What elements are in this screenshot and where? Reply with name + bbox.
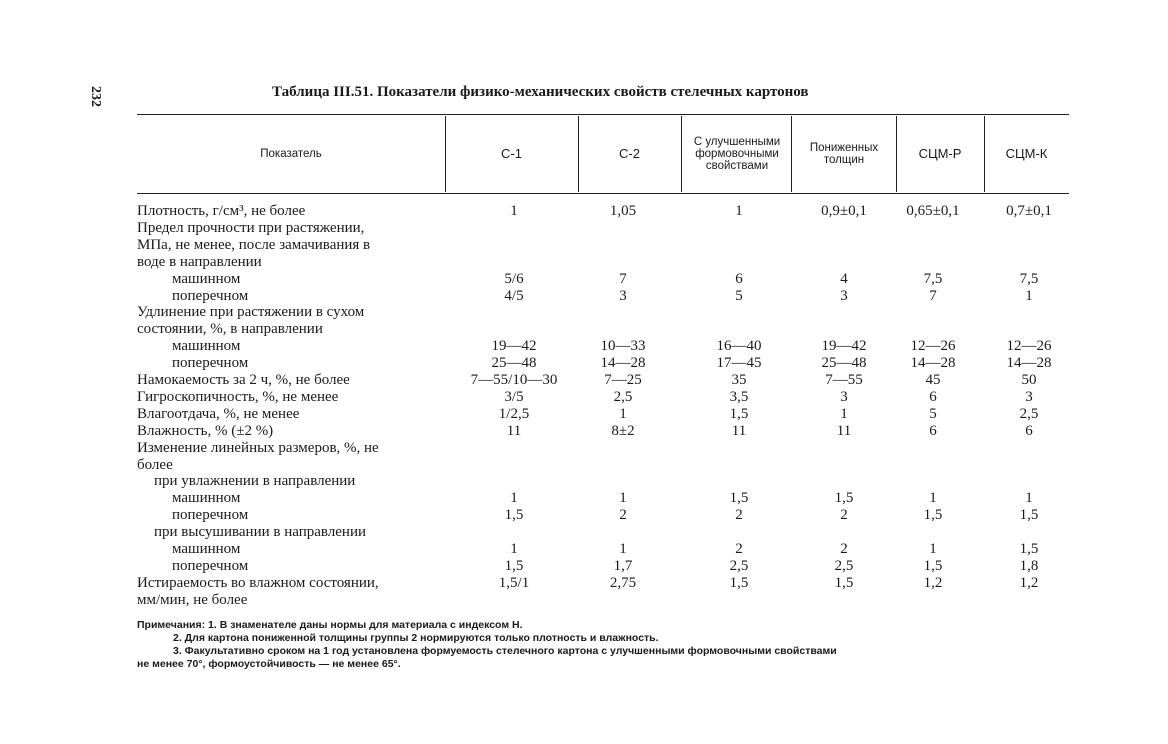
note-1: Примечания: 1. В знаменателе даны нормы для материала с индексом Н. bbox=[137, 619, 523, 631]
table-row bbox=[0, 575, 1168, 592]
table-row bbox=[0, 440, 1168, 457]
cell-value: 14—28 bbox=[910, 355, 956, 372]
row-label: состоянии, %, в направлении bbox=[137, 321, 323, 338]
header-scm-r: СЦМ-Р bbox=[918, 146, 962, 161]
cell-value: 1,5 bbox=[834, 490, 854, 507]
cell-value: 1,5 bbox=[729, 574, 749, 591]
table-row bbox=[0, 423, 1168, 440]
cell-value: 10—33 bbox=[600, 338, 646, 355]
table-row bbox=[0, 237, 1168, 254]
cell-value: 12—26 bbox=[1006, 338, 1052, 355]
cell-value: 1 bbox=[1025, 490, 1033, 507]
cell-value: 3/5 bbox=[504, 388, 524, 405]
cell-value: 1,5 bbox=[729, 490, 749, 507]
cell-value: 4 bbox=[840, 270, 848, 287]
cell-value: 12—26 bbox=[910, 338, 956, 355]
cell-value: 5 bbox=[735, 287, 743, 304]
cell-value: 1,5 bbox=[1019, 541, 1039, 557]
cell-value: 11 bbox=[836, 422, 852, 439]
row-label: Плотность, г/см³, не более bbox=[137, 203, 306, 219]
cell-value: 2 bbox=[735, 541, 743, 557]
cell-value: 7—25 bbox=[604, 372, 642, 388]
row-label: при увлажнении в направлении bbox=[154, 473, 356, 490]
cell-value: 1,8 bbox=[1019, 557, 1039, 574]
cell-value: 0,7±0,1 bbox=[1006, 203, 1052, 219]
header-improved: С улучшенными формовочными свойствами bbox=[693, 136, 781, 172]
cell-value: 2 bbox=[619, 507, 627, 524]
cell-value: 5 bbox=[929, 405, 937, 422]
row-label: машинном bbox=[172, 490, 241, 507]
row-label: Намокаемость за 2 ч, %, не более bbox=[137, 372, 350, 388]
column-divider bbox=[791, 116, 792, 192]
header-c1: С-1 bbox=[501, 146, 522, 161]
header-bottom-rule bbox=[137, 193, 1069, 194]
cell-value: 1 bbox=[510, 203, 518, 219]
row-label: более bbox=[137, 456, 173, 473]
cell-value: 1,5 bbox=[504, 507, 524, 524]
table-row bbox=[0, 288, 1168, 305]
table-row bbox=[0, 338, 1168, 355]
cell-value: 1 bbox=[840, 405, 848, 422]
row-label: Предел прочности при растяжении, bbox=[137, 219, 365, 236]
cell-value: 2 bbox=[840, 507, 848, 524]
header-reduced: Пониженных толщин bbox=[809, 142, 879, 166]
cell-value: 5/6 bbox=[504, 270, 524, 287]
cell-value: 1/2,5 bbox=[498, 405, 530, 422]
cell-value: 1,2 bbox=[1019, 574, 1039, 591]
cell-value: 7,5 bbox=[1019, 270, 1039, 287]
cell-value: 1 bbox=[1025, 287, 1033, 304]
cell-value: 3 bbox=[619, 287, 627, 304]
cell-value: 1,05 bbox=[609, 203, 637, 219]
notes bbox=[137, 619, 1072, 671]
cell-value: 6 bbox=[735, 270, 743, 287]
cell-value: 19—42 bbox=[491, 338, 537, 355]
row-label: поперечном bbox=[172, 557, 249, 574]
row-label: Влажность, % (±2 %) bbox=[137, 422, 274, 439]
row-label: Изменение линейных размеров, %, не bbox=[137, 439, 379, 456]
cell-value: 14—28 bbox=[600, 355, 646, 372]
note-3: 3. Факультативно сроком на 1 год установлена формуемость стелечного картона с улучшенными формовочными свойствами bbox=[173, 645, 837, 657]
cell-value: 1,5 bbox=[834, 574, 854, 591]
cell-value: 16—40 bbox=[716, 338, 762, 355]
note-2: 2. Для картона пониженной толщины группы 2 нормируются только плотность и влажность. bbox=[173, 632, 659, 644]
table-row bbox=[0, 592, 1168, 609]
cell-value: 1,5 bbox=[923, 557, 943, 574]
cell-value: 2,75 bbox=[609, 574, 637, 591]
table-row bbox=[0, 473, 1168, 490]
cell-value: 1,5 bbox=[1019, 507, 1039, 524]
table-row bbox=[0, 304, 1168, 321]
cell-value: 3,5 bbox=[729, 388, 749, 405]
table-row bbox=[0, 406, 1168, 423]
row-label: при высушивании в направлении bbox=[154, 524, 366, 541]
cell-value: 1 bbox=[510, 541, 518, 557]
cell-value: 1 bbox=[929, 490, 937, 507]
cell-value: 14—28 bbox=[1006, 355, 1052, 372]
cell-value: 2 bbox=[840, 541, 848, 557]
cell-value: 19—42 bbox=[821, 338, 867, 355]
cell-value: 1,2 bbox=[923, 574, 943, 591]
cell-value: 25—48 bbox=[821, 355, 867, 372]
table-row bbox=[0, 203, 1168, 220]
cell-value: 1 bbox=[510, 490, 518, 507]
row-label: поперечном bbox=[172, 507, 249, 524]
cell-value: 11 bbox=[731, 422, 747, 439]
cell-value: 8±2 bbox=[611, 422, 635, 439]
cell-value: 7 bbox=[929, 287, 937, 304]
table-row bbox=[0, 271, 1168, 288]
cell-value: 3 bbox=[840, 388, 848, 405]
table-row bbox=[0, 254, 1168, 271]
row-label: Истираемость во влажном состоянии, bbox=[137, 574, 379, 591]
cell-value: 1,5 bbox=[504, 557, 524, 574]
cell-value: 11 bbox=[506, 422, 522, 439]
row-label: мм/мин, не более bbox=[137, 591, 248, 608]
table-row bbox=[0, 558, 1168, 575]
header-scm-k: СЦМ-К bbox=[1005, 146, 1048, 161]
cell-value: 1,7 bbox=[613, 557, 633, 574]
row-label: поперечном bbox=[172, 287, 249, 304]
cell-value: 25—48 bbox=[491, 355, 537, 372]
cell-value: 7,5 bbox=[923, 270, 943, 287]
page-number: 232 bbox=[88, 86, 103, 107]
cell-value: 2,5 bbox=[613, 388, 633, 405]
cell-value: 0,65±0,1 bbox=[906, 203, 960, 219]
row-label: машинном bbox=[172, 541, 241, 557]
cell-value: 3 bbox=[1025, 388, 1033, 405]
table-row bbox=[0, 457, 1168, 474]
header-indicator: Показатель bbox=[260, 148, 322, 160]
row-label: машинном bbox=[172, 270, 241, 287]
row-label: Влагоотдача, %, не менее bbox=[137, 405, 300, 422]
cell-value: 2,5 bbox=[834, 557, 854, 574]
cell-value: 6 bbox=[1025, 422, 1033, 439]
cell-value: 17—45 bbox=[716, 355, 762, 372]
cell-value: 45 bbox=[925, 372, 941, 388]
table-row bbox=[0, 389, 1168, 406]
table-row bbox=[0, 321, 1168, 338]
cell-value: 50 bbox=[1021, 372, 1037, 388]
row-label: Удлинение при растяжении в сухом bbox=[137, 304, 365, 321]
cell-value: 1 bbox=[735, 203, 743, 219]
cell-value: 4/5 bbox=[504, 287, 524, 304]
cell-value: 2,5 bbox=[1019, 405, 1039, 422]
table-row bbox=[0, 355, 1168, 372]
row-label: поперечном bbox=[172, 355, 249, 372]
cell-value: 35 bbox=[731, 372, 747, 388]
cell-value: 7—55/10—30 bbox=[470, 372, 558, 388]
cell-value: 6 bbox=[929, 422, 937, 439]
row-label: МПа, не менее, после замачивания в bbox=[137, 236, 371, 253]
cell-value: 1,5 bbox=[923, 507, 943, 524]
table-row bbox=[0, 220, 1168, 237]
table-row bbox=[0, 541, 1168, 558]
table-row bbox=[0, 507, 1168, 524]
table-row bbox=[0, 372, 1168, 389]
cell-value: 1 bbox=[619, 541, 627, 557]
row-label: Гигроскопичность, %, не менее bbox=[137, 388, 339, 405]
cell-value: 0,9±0,1 bbox=[821, 203, 867, 219]
table-title: Таблица III.51. Показатели физико-механических свойств стелечных картонов bbox=[272, 84, 809, 100]
cell-value: 2,5 bbox=[729, 557, 749, 574]
cell-value: 1,5/1 bbox=[498, 574, 530, 591]
cell-value: 1,5 bbox=[729, 405, 749, 422]
header-c2: С-2 bbox=[619, 146, 640, 161]
cell-value: 1 bbox=[619, 405, 627, 422]
cell-value: 1 bbox=[619, 490, 627, 507]
cell-value: 2 bbox=[735, 507, 743, 524]
row-label: машинном bbox=[172, 338, 241, 355]
column-divider bbox=[681, 116, 682, 192]
table-row bbox=[0, 490, 1168, 507]
table-row bbox=[0, 524, 1168, 541]
cell-value: 3 bbox=[840, 287, 848, 304]
cell-value: 6 bbox=[929, 388, 937, 405]
cell-value: 7 bbox=[619, 270, 627, 287]
cell-value: 1 bbox=[929, 541, 937, 557]
table-top-rule bbox=[137, 114, 1069, 115]
cell-value: 7—55 bbox=[825, 372, 863, 388]
row-label: воде в направлении bbox=[137, 253, 262, 270]
note-3-continued: не менее 70°, формоустойчивость — не менее 65°. bbox=[137, 658, 401, 670]
